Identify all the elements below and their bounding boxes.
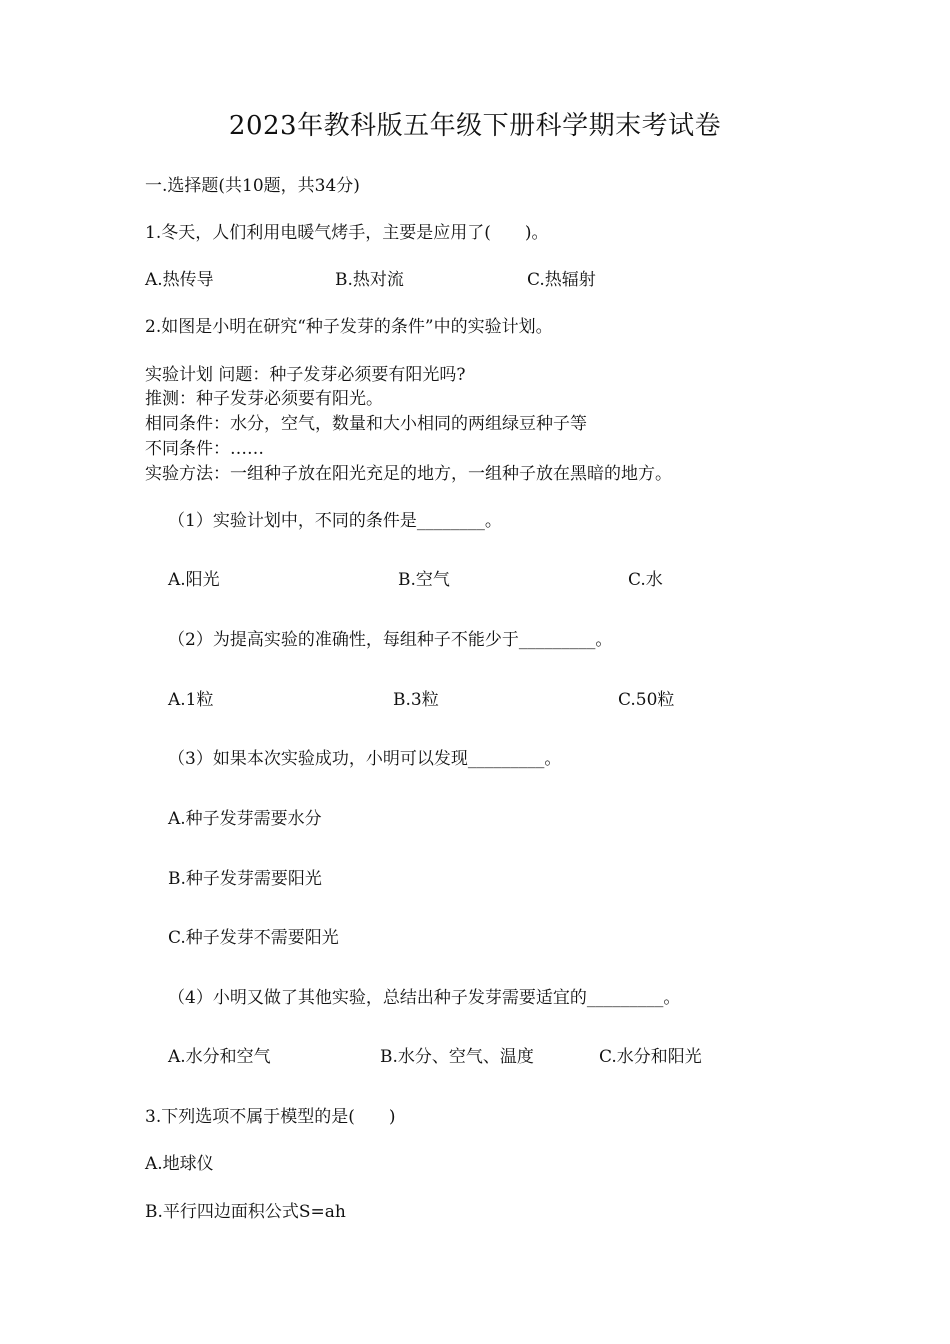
sub-question-2-option-a: A.1粒 [168, 690, 214, 710]
sub-question-1-option-b: B.空气 [398, 570, 450, 590]
plan-line: 不同条件：…… [145, 439, 264, 459]
sub-question-1-option-a: A.阳光 [168, 570, 220, 590]
page-title: 2023年教科版五年级下册科学期末考试卷 [228, 111, 722, 141]
sub-question-3-option-b: B.种子发芽需要阳光 [168, 869, 322, 889]
sub-question-4-text: （4）小明又做了其他实验，总结出种子发芽需要适宜的_________。 [168, 988, 681, 1008]
sub-question-2-option-c: C.50粒 [618, 690, 675, 710]
sub-question-2-text: （2）为提高实验的准确性，每组种子不能少于_________。 [168, 630, 613, 650]
sub-question-1-option-c: C.水 [628, 570, 663, 590]
question-2-text: 2.如图是小明在研究“种子发芽的条件”中的实验计划。 [145, 317, 553, 337]
sub-question-3-option-c: C.种子发芽不需要阳光 [168, 928, 339, 948]
sub-question-4-option-a: A.水分和空气 [168, 1047, 271, 1067]
plan-line: 实验计划 问题：种子发芽必须要有阳光吗? [145, 365, 466, 385]
plan-line: 相同条件：水分，空气，数量和大小相同的两组绿豆种子等 [145, 414, 587, 434]
question-3-option-a: A.地球仪 [145, 1154, 214, 1174]
plan-line: 实验方法：一组种子放在阳光充足的地方，一组种子放在黑暗的地方。 [145, 464, 672, 484]
sub-question-2-option-b: B.3粒 [393, 690, 439, 710]
question-1-option-b: B.热对流 [335, 270, 404, 290]
sub-question-4-option-c: C.水分和阳光 [599, 1047, 702, 1067]
section-heading: 一.选择题(共10题，共34分) [145, 176, 360, 196]
sub-question-3-text: （3）如果本次实验成功，小明可以发现_________。 [168, 749, 562, 769]
question-1-option-c: C.热辐射 [527, 270, 596, 290]
plan-line: 推测：种子发芽必须要有阳光。 [145, 389, 383, 409]
sub-question-1-text: （1）实验计划中，不同的条件是________。 [168, 511, 502, 531]
sub-question-3-option-a: A.种子发芽需要水分 [168, 809, 322, 829]
question-1-text: 1.冬天，人们利用电暖气烤手，主要是应用了( )。 [145, 223, 549, 243]
sub-question-4-option-b: B.水分、空气、温度 [380, 1047, 534, 1067]
question-3-text: 3.下列选项不属于模型的是( ) [145, 1107, 396, 1127]
question-3-option-b: B.平行四边面积公式S=ah [145, 1202, 346, 1222]
question-1-option-a: A.热传导 [145, 270, 214, 290]
